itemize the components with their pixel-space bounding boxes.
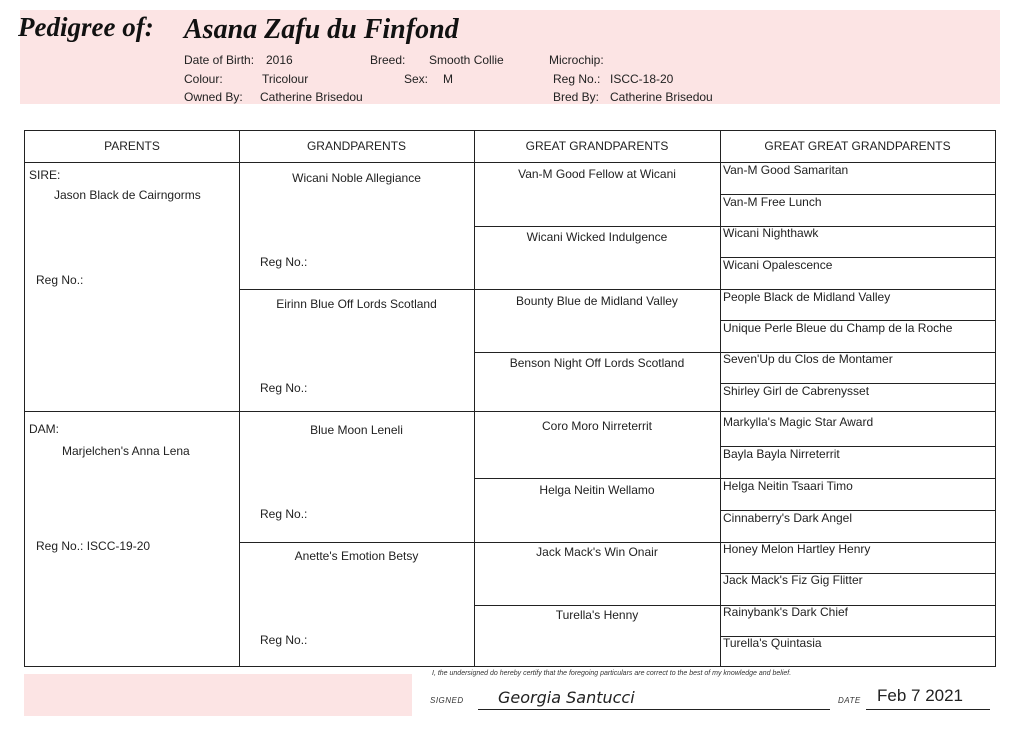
great-grandparent-name: Jack Mack's Win Onair [536,545,658,559]
great-grandparent-name: Helga Neitin Wellamo [539,483,655,497]
colour-value: Tricolour [262,72,309,86]
footer-band [24,674,412,716]
header-great-grandparents: GREAT GRANDPARENTS [525,139,669,153]
owned-value: Catherine Brisedou [260,90,363,104]
header-great-great-grandparents: GREAT GREAT GRANDPARENTS [764,139,951,153]
grandparent-name: Anette's Emotion Betsy [294,549,419,563]
ggg-name: Van-M Free Lunch [723,195,822,209]
ggg-name: Wicani Opalescence [723,258,833,272]
ggg-name: Jack Mack's Fiz Gig Flitter [723,573,863,587]
col-divider [239,131,240,666]
ggg-name: Markylla's Magic Star Award [723,415,874,429]
sex-value: M [443,72,453,86]
dam-label: DAM: [29,422,59,436]
breed-label: Breed: [370,53,406,67]
dog-name: Asana Zafu du Finfond [184,14,459,45]
regno-label: Reg No.: [553,72,601,86]
signature-line [478,709,830,710]
signature: Georgia Santucci [498,688,635,707]
bred-value: Catherine Brisedou [610,90,713,104]
regno-value: ISCC-18-20 [610,72,674,86]
pedigree-label: Pedigree of: [18,12,154,42]
ggg-name: Shirley Girl de Cabrenysset [723,384,870,398]
pedigree-table [24,130,996,667]
great-grandparent-name: Wicani Wicked Indulgence [526,230,668,244]
ggg-name: Unique Perle Bleue du Champ de la Roche [723,321,953,335]
ggg-name: Bayla Bayla Nirreterrit [723,447,840,461]
great-grandparent-name: Van-M Good Fellow at Wicani [518,167,676,181]
great-grandparent-name: Coro Moro Nirreterrit [541,419,652,433]
dob-value: 2016 [266,53,293,67]
colour-label: Colour: [184,72,223,86]
breed-value: Smooth Collie [429,53,504,67]
ggg-name: People Black de Midland Valley [723,290,891,304]
ggg-name: Rainybank's Dark Chief [723,605,849,619]
row-divider-grandparents [239,542,995,543]
grandparent-reg: Reg No.: [260,381,308,395]
bred-label: Bred By: [553,90,600,104]
col-divider [720,131,721,666]
sire-name: Jason Black de Cairngorms [54,188,201,202]
grandparent-reg: Reg No.: [260,255,308,269]
great-grandparent-name: Benson Night Off Lords Scotland [509,356,685,370]
ggg-name: Turella's Quintasia [723,636,822,650]
signed-label: SIGNED [430,696,464,705]
grandparent-reg: Reg No.: [260,507,308,521]
grandparent-name: Wicani Noble Allegiance [292,171,421,185]
header-band [20,10,1000,104]
ggg-name: Cinnaberry's Dark Angel [723,511,853,525]
great-grandparent-name: Bounty Blue de Midland Valley [516,294,678,308]
microchip-label: Microchip: [549,53,604,67]
sire-reg: Reg No.: [36,273,84,287]
ggg-name: Van-M Good Samaritan [723,163,849,177]
grandparent-name: Eirinn Blue Off Lords Scotland [276,297,437,311]
row-divider-parents [25,411,995,412]
date-label: DATE [838,696,861,705]
great-grandparent-name: Turella's Henny [555,608,639,622]
dam-name: Marjelchen's Anna Lena [62,444,190,458]
date-value: Feb 7 2021 [877,686,964,705]
grandparent-name: Blue Moon Leneli [310,423,403,437]
ggg-name: Wicani Nighthawk [723,226,819,240]
certification-text: I, the undersigned do hereby certify that the foregoing particulars are correct to the best of my knowledge and belief. [432,670,792,677]
col-divider [474,131,475,666]
sex-label: Sex: [404,72,429,86]
ggg-name: Helga Neitin Tsaari Timo [723,479,853,493]
dob-label: Date of Birth: [184,53,255,67]
header-parents: PARENTS [104,139,160,153]
dam-reg: Reg No.: ISCC-19-20 [36,539,151,553]
grandparent-reg: Reg No.: [260,633,308,647]
header-grandparents: GRANDPARENTS [306,139,407,153]
ggg-name: Honey Melon Hartley Henry [723,542,871,556]
ggg-name: Seven'Up du Clos de Montamer [723,352,893,366]
date-line [866,709,990,710]
header-divider [25,162,995,163]
sire-label: SIRE: [29,168,61,182]
owned-label: Owned By: [184,90,243,104]
